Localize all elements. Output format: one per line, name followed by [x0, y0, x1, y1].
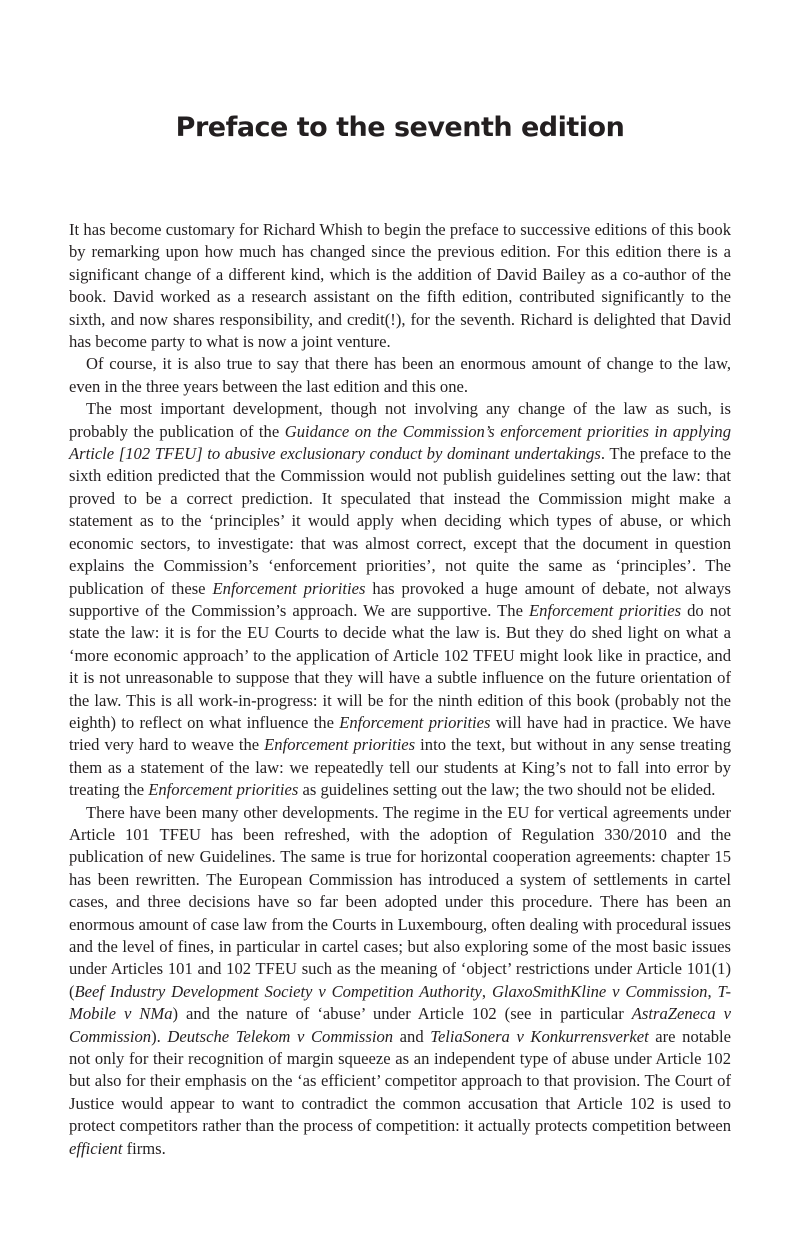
- italic-run: Enforcement priorities: [529, 600, 682, 620]
- italic-run: Enforcement priorities: [339, 712, 491, 732]
- text-run: and: [393, 1026, 431, 1046]
- italic-run: Enforcement priorities: [212, 578, 366, 598]
- italic-run: AstraZeneca v Commission: [69, 1004, 731, 1046]
- page-title: Preface to the seventh edition: [175, 112, 625, 143]
- italic-run: GlaxoSmithKline v Commission: [491, 981, 708, 1001]
- text-run: ) and the nature of ‘abuse’ under Article 102 (see in particular: [172, 1004, 632, 1024]
- text-run: The most important development, though not involving any change of the law as such, is probably the publication of the: [69, 399, 731, 441]
- italic-run: Beef Industry Development Society v Competition Authority: [74, 981, 482, 1001]
- text-run: are notable not only for their recognition of margin squeeze as an independent type of abuse under Article 102 but also for their emphasis on the ‘as efficient’ competitor approach to that provision. The Court of Justice would appear to want to contradict the common accusation that Article 102 is used to protect competitors rather than the process of competition: it actually protects competition between: [69, 1026, 732, 1136]
- text-run: ,: [707, 981, 718, 1001]
- text-run: into the text, but without in any sense treating them as a statement of the law: we repeatedly tell our students at King’s not to fall into error by treating the: [69, 735, 731, 800]
- text-run: ).: [151, 1026, 168, 1046]
- preface-body: [69, 219, 731, 1160]
- italic-run: Enforcement priorities: [148, 780, 299, 800]
- italic-run: Deutsche Telekom v Commission: [167, 1026, 394, 1046]
- text-run: will have had in practice. We have tried very hard to weave the: [69, 712, 731, 755]
- text-run: ,: [481, 981, 492, 1001]
- text-run: as guidelines setting out the law; the two should not be elided.: [298, 780, 716, 800]
- italic-run: efficient: [69, 1138, 123, 1158]
- text-run: firms.: [122, 1138, 166, 1158]
- paragraph-4: [69, 802, 731, 1161]
- text-run: There have been many other developments. The regime in the EU for vertical agreements under Article 101 TFEU has been refreshed, with the adoption of Regulation 330/2010 and the publication of new Guidelines. The same is true for horizontal cooperation agreements: chapter 15 has been rewritten. The European Commission has introduced a system of settlements in cartel cases, and three decisions have so far been adopted under this procedure. There has been an enormous amount of case law from the Courts in Luxembourg, often dealing with procedural issues and the level of fines, in particular in cartel cases; but also exploring some of the most basic issues under Articles 101 and 102 TFEU such as the meaning of ‘object’ restrictions under Article 101(1) (: [69, 802, 731, 1001]
- italic-run: TeliaSonera v Konkurrensverket: [430, 1026, 649, 1046]
- text-run: It has become customary for Richard Whish to begin the preface to successive editions of this book by remarking upon how much has changed since the previous edition. For this edition there is a significant change of a different kind, which is the addition of David Bailey as a co-author of the book. David worked as a research assistant on the fifth edition, contributed significantly to the sixth, and now shares responsibility, and credit(!), for the seventh. Richard is delighted that David has become party to what is now a joint venture.: [69, 220, 731, 352]
- italic-run: T-Mobile v NMa: [69, 981, 732, 1024]
- italic-run: Guidance on the Commission’s enforcement priorities in applying Article [102 TFEU] to abusive exclusionary conduct by dominant undertakings: [69, 421, 731, 464]
- paragraph-2: [69, 353, 731, 398]
- text-run: . The preface to the sixth edition predicted that the Commission would not publish guidelines setting out the law: that proved to be a correct prediction. It speculated that instead the Commission might make a statement as to the ‘principles’ it would apply when deciding which types of abuse, or which economic sectors, to investigate: that was almost correct, except that the document in question explains the Commission’s ‘enforcement priorities’, not quite the same as ‘principles’. The publication of these: [69, 444, 732, 598]
- text-run: has provoked a huge amount of debate, not always supportive of the Commission’s approach. We are supportive. The: [69, 578, 731, 620]
- italic-run: Enforcement priorities: [264, 735, 416, 755]
- text-run: Of course, it is also true to say that there has been an enormous amount of change to the law, even in the three years between the last edition and this one.: [69, 354, 731, 396]
- text-run: do not state the law: it is for the EU Courts to decide what the law is. But they do shed light on what a ‘more economic approach’ to the application of Article 102 TFEU might look like in practice, and it is not unreasonable to suppose that they will have a subtle influence on the future orientation of the law. This is all work-in-progress: it will be for the ninth edition of this book (probably not the eighth) to reflect on what influence the: [69, 600, 731, 732]
- paragraph-3: [69, 398, 731, 801]
- paragraph-1: [69, 219, 731, 353]
